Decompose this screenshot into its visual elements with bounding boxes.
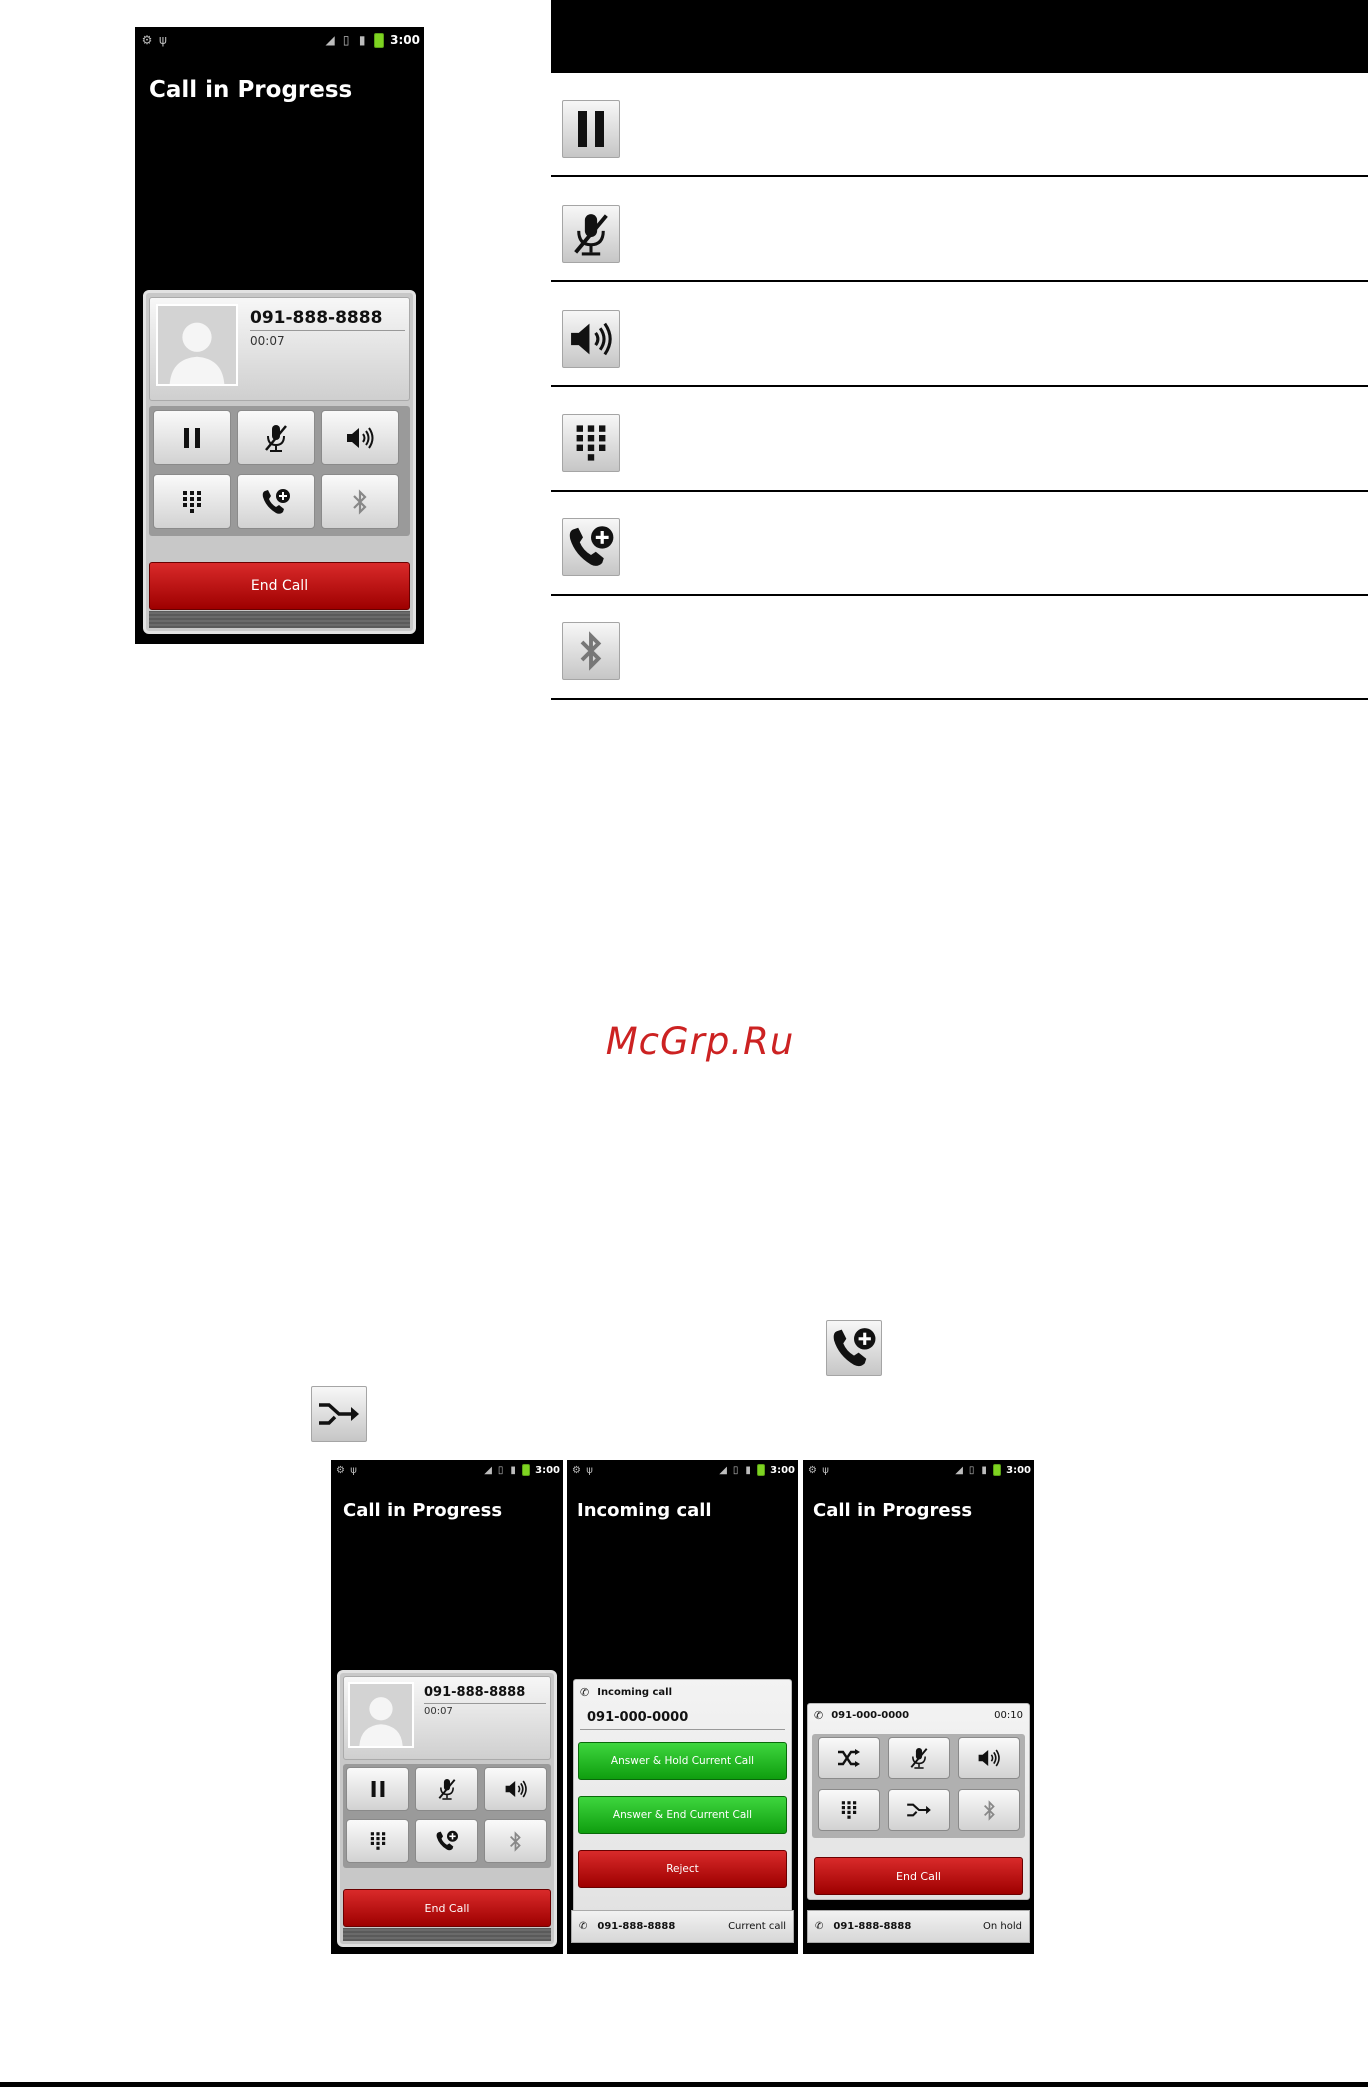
bluetooth-button[interactable] xyxy=(958,1789,1020,1831)
table-icon-pause xyxy=(562,100,620,158)
signal-icon: ▮ xyxy=(510,1464,516,1476)
bluetooth-icon xyxy=(579,629,603,673)
held-call-number: 091-888-8888 xyxy=(833,1921,912,1932)
contact-panel xyxy=(149,297,410,401)
active-call-panel xyxy=(807,1703,1030,1900)
wifi-icon: ◢ xyxy=(325,33,335,47)
phone-icon: ✆ xyxy=(580,1686,590,1699)
screen-title: Incoming call xyxy=(577,1500,712,1521)
incoming-label: Incoming call xyxy=(597,1687,672,1698)
screen-call-in-progress-2 xyxy=(803,1460,1034,1954)
usb-icon: ψ xyxy=(586,1464,593,1476)
android-debug-icon: ⚙ xyxy=(336,1464,345,1476)
dialpad-button[interactable] xyxy=(346,1819,409,1863)
page-bottom-rule xyxy=(0,2082,1368,2087)
incoming-panel xyxy=(573,1679,792,1931)
bluetooth-button[interactable] xyxy=(321,474,399,529)
status-bar xyxy=(803,1460,1034,1480)
add-call-button[interactable] xyxy=(415,1819,478,1863)
table-bottom-rule xyxy=(551,698,1368,700)
usb-icon: ψ xyxy=(822,1464,829,1476)
usb-icon: ψ xyxy=(350,1464,357,1476)
held-call-status: On hold xyxy=(983,1921,1022,1932)
screen-title: Call in Progress xyxy=(149,77,353,103)
phone-icon: ✆ xyxy=(815,1921,824,1932)
speaker-icon xyxy=(345,427,375,449)
call-controls xyxy=(812,1734,1025,1838)
bluetooth-icon xyxy=(983,1800,996,1821)
signal-icon: ▮ xyxy=(745,1464,751,1476)
sim-icon: ▯ xyxy=(342,33,350,47)
current-call-status: Current call xyxy=(728,1921,786,1932)
signal-icon: ▮ xyxy=(358,33,366,47)
swap-icon xyxy=(837,1749,861,1767)
merge-button[interactable] xyxy=(888,1789,950,1831)
incoming-header xyxy=(580,1686,672,1699)
mute-mic-icon xyxy=(909,1746,929,1770)
speaker-button[interactable] xyxy=(484,1767,547,1811)
dialpad-icon xyxy=(841,1800,857,1820)
divider xyxy=(250,330,405,331)
table-icon-bluetooth xyxy=(562,622,620,680)
speaker-icon xyxy=(568,322,614,356)
speaker-button[interactable] xyxy=(958,1737,1020,1779)
table-icon-speaker xyxy=(562,310,620,368)
phone-icon: ✆ xyxy=(579,1921,588,1932)
avatar xyxy=(348,1682,414,1748)
table-row-divider xyxy=(551,280,1368,282)
dialpad-button[interactable] xyxy=(818,1789,880,1831)
pause-icon xyxy=(370,1780,386,1798)
status-bar xyxy=(135,27,424,53)
speaker-icon xyxy=(504,1780,528,1798)
call-controls xyxy=(149,406,410,536)
bluetooth-icon xyxy=(352,489,368,515)
call-controls xyxy=(343,1764,551,1868)
answer-end-button[interactable]: Answer & End Current Call xyxy=(578,1796,787,1834)
wifi-icon: ◢ xyxy=(484,1464,492,1476)
battery-icon xyxy=(374,33,384,48)
table-icon-mute xyxy=(562,205,620,263)
contact-panel xyxy=(343,1676,551,1760)
speaker-button[interactable] xyxy=(321,410,399,465)
dialpad-icon xyxy=(575,423,607,463)
mute-button[interactable] xyxy=(888,1737,950,1779)
pause-icon xyxy=(182,427,202,449)
current-call-bar xyxy=(571,1910,794,1943)
call-card xyxy=(143,290,416,634)
inline-merge-icon xyxy=(311,1386,367,1442)
bluetooth-button[interactable] xyxy=(484,1819,547,1863)
status-time: 3:00 xyxy=(770,1464,795,1476)
call-duration: 00:07 xyxy=(250,334,285,348)
android-debug-icon: ⚙ xyxy=(141,33,153,47)
table-header-bar xyxy=(551,0,1368,73)
divider xyxy=(424,1703,546,1704)
divider xyxy=(580,1729,785,1730)
mute-button[interactable] xyxy=(237,410,315,465)
add-call-button[interactable] xyxy=(237,474,315,529)
card-footer-stripe xyxy=(343,1928,551,1941)
contact-number: 091-888-8888 xyxy=(424,1685,526,1700)
table-icon-add-call xyxy=(562,518,620,576)
speaker-icon xyxy=(977,1749,1001,1767)
active-call-header xyxy=(814,1709,1023,1722)
inline-add-call-icon xyxy=(826,1320,882,1376)
contact-number: 091-888-8888 xyxy=(250,308,383,328)
sim-icon: ▯ xyxy=(497,1464,504,1476)
status-time: 3:00 xyxy=(390,33,420,47)
screen-incoming-call xyxy=(567,1460,798,1954)
wifi-icon: ◢ xyxy=(955,1464,963,1476)
add-call-icon xyxy=(435,1830,459,1852)
add-call-icon xyxy=(261,488,291,516)
mute-mic-icon xyxy=(571,211,611,257)
add-call-icon xyxy=(567,524,615,570)
incoming-number: 091-000-0000 xyxy=(587,1710,689,1725)
table-icon-dialpad xyxy=(562,414,620,472)
battery-icon xyxy=(993,1464,1001,1476)
call-duration: 00:07 xyxy=(424,1706,453,1717)
avatar xyxy=(156,304,238,386)
swap-button[interactable] xyxy=(818,1737,880,1779)
add-call-icon xyxy=(831,1326,877,1370)
table-row-divider xyxy=(551,490,1368,492)
hold-button[interactable] xyxy=(153,410,231,465)
android-debug-icon: ⚙ xyxy=(572,1464,581,1476)
mute-button[interactable] xyxy=(415,1767,478,1811)
dialpad-icon xyxy=(370,1831,386,1851)
status-time: 3:00 xyxy=(1006,1464,1031,1476)
usb-icon: ψ xyxy=(159,33,167,47)
phone-icon: ✆ xyxy=(814,1709,824,1722)
watermark: McGrp.Ru xyxy=(605,1020,795,1063)
dialpad-icon xyxy=(182,490,202,514)
sim-icon: ▯ xyxy=(732,1464,739,1476)
reject-button[interactable]: Reject xyxy=(578,1850,787,1888)
hold-button[interactable] xyxy=(346,1767,409,1811)
merge-calls-icon xyxy=(906,1801,932,1819)
status-bar xyxy=(567,1460,798,1480)
android-debug-icon: ⚙ xyxy=(808,1464,817,1476)
mute-mic-icon xyxy=(263,423,289,453)
battery-icon xyxy=(757,1464,765,1476)
table-row-divider xyxy=(551,594,1368,596)
current-call-number: 091-888-8888 xyxy=(597,1921,676,1932)
status-bar xyxy=(331,1460,563,1480)
on-hold-bar xyxy=(807,1910,1030,1943)
pause-icon xyxy=(576,109,606,149)
call-card xyxy=(337,1670,557,1947)
answer-hold-button[interactable]: Answer & Hold Current Call xyxy=(578,1742,787,1780)
table-row-divider xyxy=(551,385,1368,387)
battery-icon xyxy=(522,1464,530,1476)
mute-mic-icon xyxy=(437,1777,457,1801)
end-call-button[interactable]: End Call xyxy=(343,1889,551,1927)
active-call-time: 00:10 xyxy=(994,1710,1023,1721)
merge-calls-icon xyxy=(317,1399,361,1429)
screen-call-in-progress-1 xyxy=(331,1460,563,1954)
end-call-button[interactable]: End Call xyxy=(149,562,410,610)
bluetooth-icon xyxy=(509,1831,522,1852)
end-call-button[interactable]: End Call xyxy=(814,1857,1023,1895)
status-time: 3:00 xyxy=(535,1464,560,1476)
main-phone-screenshot xyxy=(135,27,424,644)
signal-icon: ▮ xyxy=(981,1464,987,1476)
active-call-number: 091-000-0000 xyxy=(831,1710,910,1721)
card-footer-stripe xyxy=(149,611,410,628)
table-row-divider xyxy=(551,175,1368,177)
sim-icon: ▯ xyxy=(968,1464,975,1476)
screen-title: Call in Progress xyxy=(343,1500,503,1521)
wifi-icon: ◢ xyxy=(719,1464,727,1476)
screen-title: Call in Progress xyxy=(813,1500,973,1521)
dialpad-button[interactable] xyxy=(153,474,231,529)
